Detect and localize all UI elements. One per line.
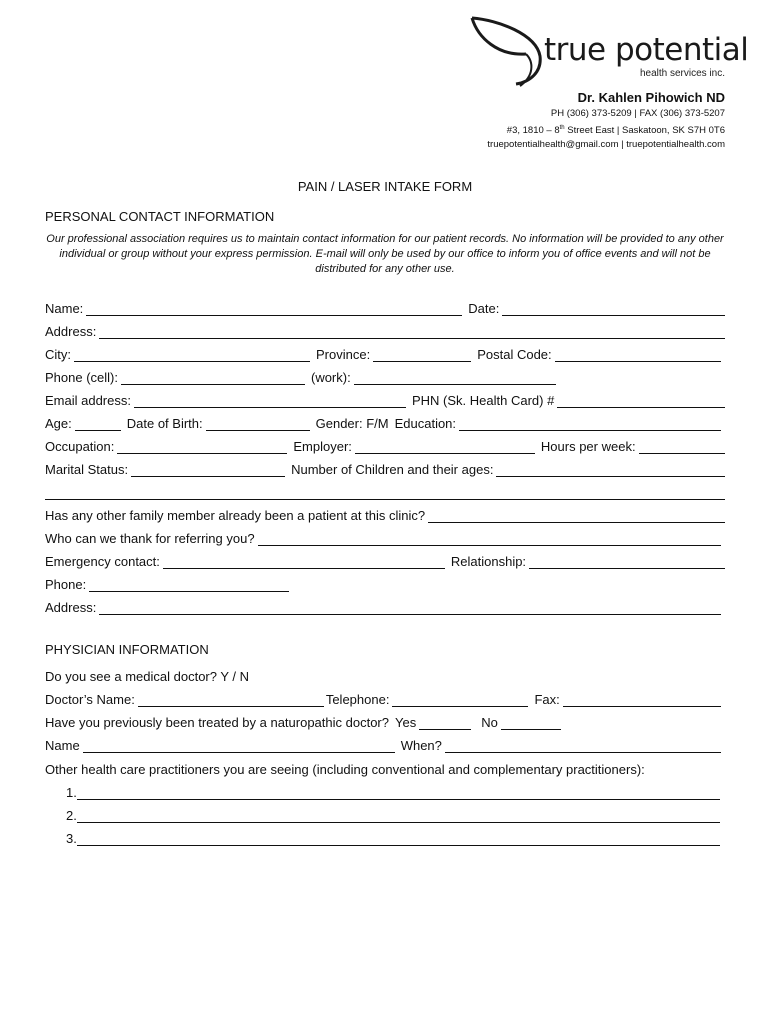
privacy-notice: Our professional association requires us to maintain contact information for our patient records. No information will be provided to any other individual or group without your express permission. E-mail will only be used by our office to inform you of office events and will not be distributed for any other use. xyxy=(46,233,724,275)
row-nd-treated xyxy=(45,710,725,730)
logo-name: true potential xyxy=(544,32,749,68)
practitioner-row-1 xyxy=(66,780,720,800)
emergency-label: Emergency contact: xyxy=(45,554,160,569)
children-continuation-field[interactable] xyxy=(45,485,725,500)
children-label: Number of Children and their ages: xyxy=(291,462,494,477)
phone-cell-label: Phone (cell): xyxy=(45,370,118,385)
telephone-label: Telephone: xyxy=(325,692,390,707)
practitioner-field-1[interactable] xyxy=(77,785,720,800)
row-see-doctor xyxy=(45,664,725,684)
education-label: Education: xyxy=(394,416,457,431)
relationship-label: Relationship: xyxy=(450,554,527,569)
employer-label: Employer: xyxy=(293,439,352,454)
row-continuation xyxy=(45,480,725,500)
postal-label: Postal Code: xyxy=(477,347,552,362)
row-nd-name xyxy=(45,733,725,753)
practitioner-number: 3. xyxy=(66,831,77,846)
row-occupation xyxy=(45,434,725,454)
children-field[interactable] xyxy=(496,462,725,477)
yes-field[interactable] xyxy=(419,715,471,730)
row-emergency xyxy=(45,549,725,569)
clinic-contact-block xyxy=(487,90,725,152)
fax-field[interactable] xyxy=(563,692,721,707)
row-marital xyxy=(45,457,725,477)
row-name-date xyxy=(45,296,725,316)
family-patient-label: Has any other family member already been a patient at this clinic? xyxy=(45,508,426,523)
leaf-logo-icon xyxy=(468,16,548,92)
dob-label: Date of Birth: xyxy=(126,416,203,431)
company-logo xyxy=(468,16,749,92)
yes-label: Yes xyxy=(395,715,417,730)
referral-field[interactable] xyxy=(258,531,721,546)
practitioner-number: 1. xyxy=(66,785,77,800)
province-field[interactable] xyxy=(373,347,471,362)
form-title: PAIN / LASER INTAKE FORM xyxy=(297,179,473,194)
row-doctor xyxy=(45,687,725,707)
clinic-address xyxy=(487,121,725,138)
doctor-name-field[interactable] xyxy=(138,692,324,707)
hours-field[interactable] xyxy=(639,439,725,454)
doctor-name: Dr. Kahlen Pihowich ND xyxy=(577,90,725,105)
personal-heading: PERSONAL CONTACT INFORMATION xyxy=(45,209,275,224)
date-field[interactable] xyxy=(502,301,725,316)
province-label: Province: xyxy=(316,347,371,362)
age-label: Age: xyxy=(45,416,72,431)
address-prefix: #3, 1810 – 8 xyxy=(506,125,560,137)
address-label: Address: xyxy=(45,324,97,339)
gender-label: Gender: F/M xyxy=(315,416,389,431)
row-age xyxy=(45,411,725,431)
logo-subtitle: health services inc. xyxy=(639,68,725,79)
date-label: Date: xyxy=(468,301,500,316)
phone-cell-field[interactable] xyxy=(121,370,305,385)
address-suffix: Street East | Saskatoon, SK S7H 0T6 xyxy=(564,125,725,137)
other-practitioners-label: Other health care practitioners you are seeing (including conventional and complementary practitioners): xyxy=(45,762,645,777)
email-website: truepotentialhealth@gmail.com | truepotentialhealth.com xyxy=(487,139,725,151)
row-emergency-address xyxy=(45,595,725,615)
occupation-field[interactable] xyxy=(117,439,287,454)
nd-name-label: Name xyxy=(45,738,80,753)
address-superscript: th xyxy=(559,125,565,131)
no-field[interactable] xyxy=(501,715,561,730)
occupation-label: Occupation: xyxy=(45,439,115,454)
telephone-field[interactable] xyxy=(392,692,528,707)
family-patient-field[interactable] xyxy=(428,508,725,523)
row-email xyxy=(45,388,725,408)
name-label: Name: xyxy=(45,301,84,316)
phone-fax: PH (306) 373-5209 | FAX (306) 373-5207 xyxy=(550,108,725,119)
row-family-patient xyxy=(45,503,725,523)
city-label: City: xyxy=(45,347,71,362)
employer-field[interactable] xyxy=(355,439,535,454)
address-field[interactable] xyxy=(99,324,725,339)
physician-heading: PHYSICIAN INFORMATION xyxy=(45,642,209,657)
see-doctor-label: Do you see a medical doctor? Y / N xyxy=(45,669,250,684)
email-field[interactable] xyxy=(134,393,406,408)
row-other-practitioners xyxy=(45,757,725,777)
practitioner-field-3[interactable] xyxy=(77,831,720,846)
row-address xyxy=(45,319,725,339)
practitioner-row-3 xyxy=(66,826,720,846)
row-emergency-phone xyxy=(45,572,725,592)
emergency-address-field[interactable] xyxy=(99,600,721,615)
city-field[interactable] xyxy=(74,347,310,362)
emergency-phone-label: Phone: xyxy=(45,577,87,592)
fax-label: Fax: xyxy=(534,692,560,707)
nd-treated-label: Have you previously been treated by a naturopathic doctor? xyxy=(45,715,389,730)
work-field[interactable] xyxy=(354,370,556,385)
marital-field[interactable] xyxy=(131,462,285,477)
dob-field[interactable] xyxy=(206,416,310,431)
no-label: No xyxy=(481,715,498,730)
hours-label: Hours per week: xyxy=(540,439,636,454)
work-label: (work): xyxy=(310,370,351,385)
when-label: When? xyxy=(400,738,442,753)
row-phone xyxy=(45,365,725,385)
marital-label: Marital Status: xyxy=(45,462,129,477)
age-field[interactable] xyxy=(75,416,121,431)
when-field[interactable] xyxy=(445,738,721,753)
referral-label: Who can we thank for referring you? xyxy=(45,531,255,546)
practitioner-number: 2. xyxy=(66,808,77,823)
nd-name-field[interactable] xyxy=(83,738,395,753)
emergency-phone-field[interactable] xyxy=(89,577,289,592)
doctor-name-label: Doctor’s Name: xyxy=(45,692,135,707)
name-field[interactable] xyxy=(86,301,462,316)
postal-field[interactable] xyxy=(555,347,721,362)
education-field[interactable] xyxy=(459,416,721,431)
emergency-address-label: Address: xyxy=(45,600,97,615)
phn-label: PHN (Sk. Health Card) # xyxy=(411,393,555,408)
emergency-field[interactable] xyxy=(163,554,445,569)
practitioner-field-2[interactable] xyxy=(77,808,720,823)
row-referral xyxy=(45,526,725,546)
practitioner-row-2 xyxy=(66,803,720,823)
relationship-field[interactable] xyxy=(529,554,725,569)
phn-field[interactable] xyxy=(557,393,725,408)
email-label: Email address: xyxy=(45,393,131,408)
row-city xyxy=(45,342,725,362)
